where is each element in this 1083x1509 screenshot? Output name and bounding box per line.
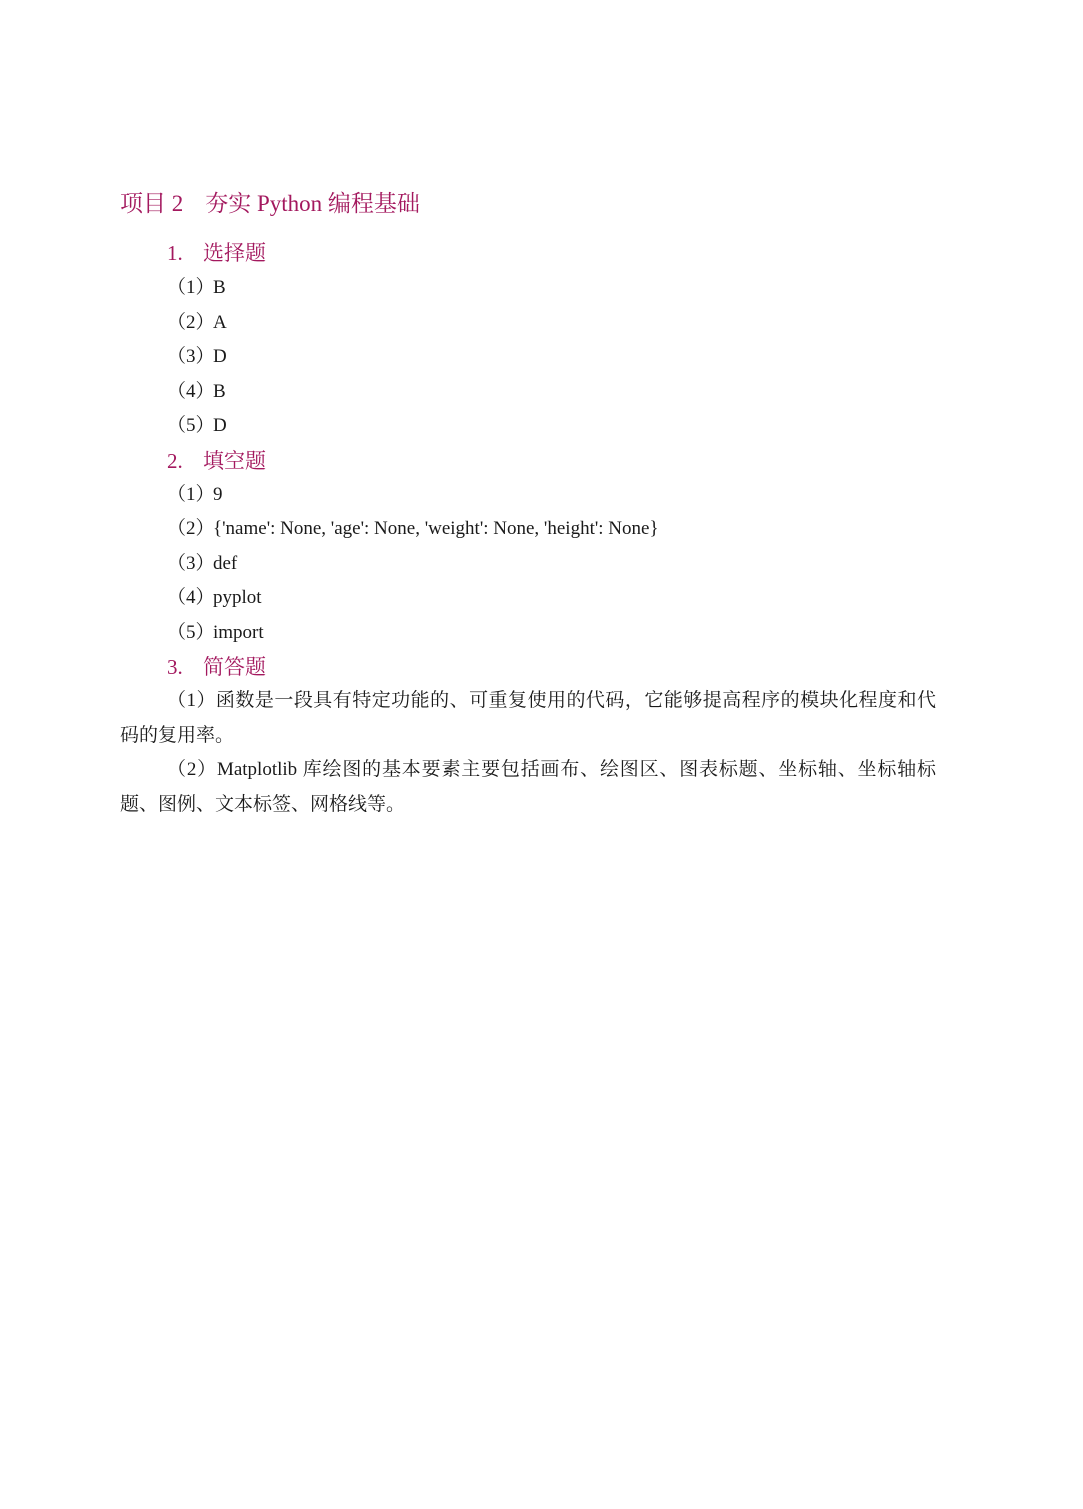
answer-index: （2）: [167, 759, 217, 780]
answer-item: [167, 481, 223, 509]
answer-text: def: [213, 553, 238, 574]
section-title: 选择题: [203, 241, 266, 265]
section-number: 3.: [167, 655, 183, 679]
answer-text: D: [213, 415, 227, 436]
answer-index: （2）: [167, 312, 215, 333]
answer-item: [167, 309, 227, 337]
answer-text: 函数是一段具有特定功能的、可重复使用的代码，它能够提高程序的模块化程度和代码的复用率。: [120, 690, 936, 746]
section-heading-short-answer: [167, 652, 266, 682]
section-number: 2.: [167, 449, 183, 473]
answer-item: [167, 515, 659, 543]
answer-text: B: [213, 381, 226, 402]
answer-index: （2）: [167, 518, 215, 539]
answer-index: （3）: [167, 553, 215, 574]
answer-index: （4）: [167, 381, 215, 402]
section-heading-choice: [167, 238, 266, 268]
answer-item: [167, 550, 237, 578]
answer-item: [167, 619, 264, 647]
answer-index: （4）: [167, 587, 215, 608]
answer-index: （1）: [167, 277, 215, 298]
answer-item: [167, 412, 227, 440]
section-title: 简答题: [203, 655, 266, 679]
chapter-number: 项目 2: [120, 191, 184, 216]
section-number: 1.: [167, 241, 183, 265]
answer-text: {'name': None, 'age': None, 'weight': None, 'height': None}: [213, 518, 659, 539]
section-title: 填空题: [203, 449, 266, 473]
answer-index: （5）: [167, 415, 215, 436]
answer-text: D: [213, 346, 227, 367]
answer-text: pyplot: [213, 587, 262, 608]
chapter-title: [120, 187, 420, 221]
answer-paragraph: [120, 753, 936, 822]
answer-text: A: [213, 312, 227, 333]
answer-item: [167, 274, 226, 302]
answer-item: [167, 343, 227, 371]
answer-item: [167, 584, 262, 612]
answer-index: （5）: [167, 622, 215, 643]
answer-text: 9: [213, 484, 223, 505]
answer-text: B: [213, 277, 226, 298]
answer-index: （3）: [167, 346, 215, 367]
answer-paragraph: [120, 684, 936, 753]
answer-item: [167, 378, 226, 406]
answer-index: （1）: [167, 690, 216, 711]
section-heading-fill: [167, 446, 266, 476]
answer-text: Matplotlib 库绘图的基本要素主要包括画布、绘图区、图表标题、坐标轴、坐标轴标题、图例、文本标签、网格线等。: [120, 759, 936, 815]
answer-text: import: [213, 622, 264, 643]
answer-index: （1）: [167, 484, 215, 505]
chapter-name: 夯实 Python 编程基础: [205, 191, 420, 216]
